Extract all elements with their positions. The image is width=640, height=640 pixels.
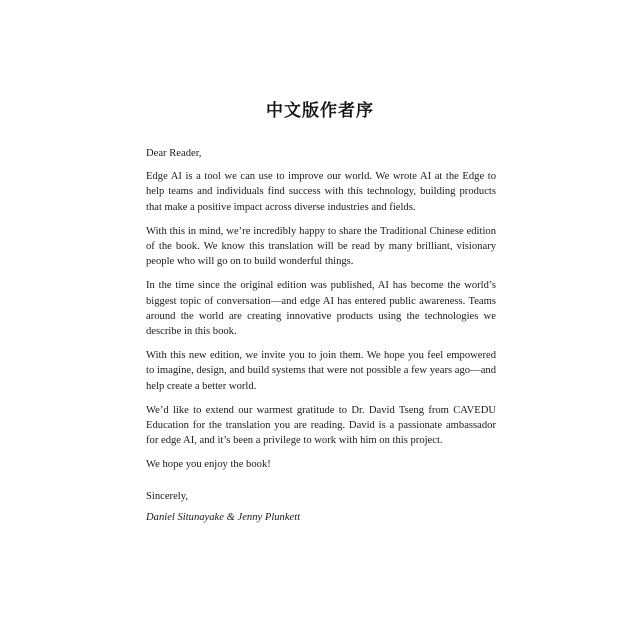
paragraph-1: Edge AI is a tool we can use to improve our world. We wrote AI at the Edge to help teams and individuals find success with this technology, building products that make a positive impact across diverse industries and fields.	[146, 171, 496, 213]
paragraph-2: With this in mind, we’re incredibly happy to share the Traditional Chinese edition of the book. We know this translation will be read by many brilliant, visionary people who will go on to build wonderful things.	[146, 225, 496, 268]
letter-closing	[146, 489, 496, 525]
salutation: Dear Reader,	[146, 148, 202, 159]
page-title: 中文版作者序	[266, 101, 374, 121]
paragraph-6: We hope you enjoy the book!	[146, 459, 271, 471]
closing-line: Sincerely,	[146, 491, 188, 502]
paragraph-3: In the time since the original edition was published, AI has become the world’s biggest topic of conversation—and edge AI has entered public awareness. Teams around the world are creating innovative products using the technologies we describe in this book.	[146, 280, 496, 338]
paragraph-4: With this new edition, we invite you to join them. We hope you feel empowered to imagine, design, and build systems that were not possible a few years ago—and help create a better world.	[146, 350, 496, 392]
signature: Daniel Situnayake & Jenny Plunkett	[146, 512, 301, 524]
paragraph-5: We’d like to extend our warmest gratitude to Dr. David Tseng from CAVEDU Education for the translation you are reading. David is a passionate ambassador for edge AI, and it’s been a privilege to work with him on this project.	[146, 404, 496, 447]
letter-body	[146, 146, 496, 482]
